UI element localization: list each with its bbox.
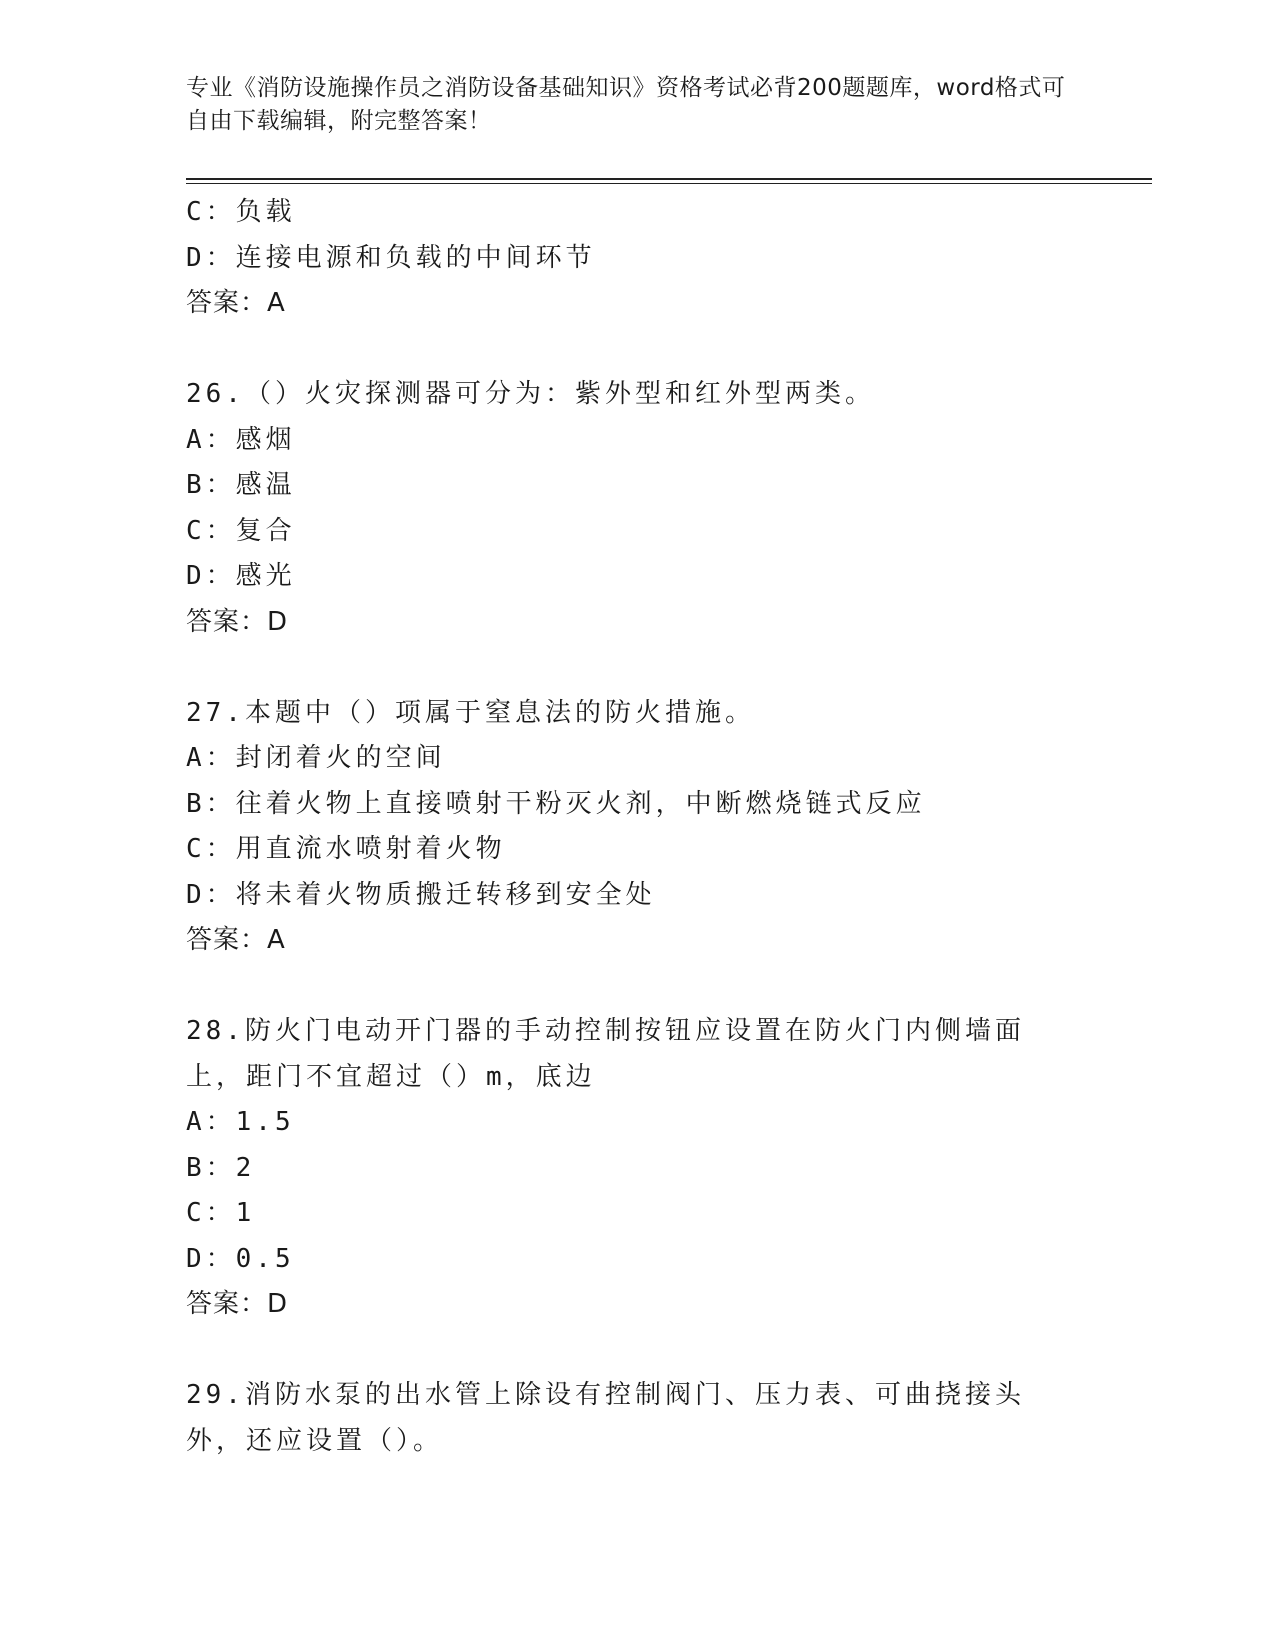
question-28	[186, 1009, 1066, 1328]
answer: 答案：D	[186, 606, 289, 637]
option-c: C：1	[186, 1198, 256, 1228]
question-29	[186, 1373, 1066, 1464]
option-a: A：感烟	[186, 424, 296, 455]
option-d: D：0.5	[186, 1243, 295, 1274]
question-stem: 29.消防水泵的出水管上除设有控制阀门、压力表、可曲挠接头外，还应设置（）。	[186, 1380, 1025, 1456]
option-d: D：连接电源和负载的中间环节	[186, 242, 596, 273]
question-25-continued	[186, 190, 1066, 327]
document-header: 专业《消防设施操作员之消防设备基础知识》资格考试必背200题题库，word格式可自由下载编辑，附完整答案！	[186, 75, 1066, 134]
question-list	[186, 190, 1066, 1464]
question-26	[186, 372, 1066, 645]
answer: 答案：A	[186, 288, 286, 318]
question-stem: 27.本题中（）项属于窒息法的防火措施。	[186, 697, 755, 728]
answer: 答案：A	[186, 925, 286, 955]
option-b: B：感温	[186, 470, 296, 500]
option-c: C：用直流水喷射着火物	[186, 834, 506, 864]
option-b: B：2	[186, 1152, 256, 1183]
option-a: A：封闭着火的空间	[186, 743, 446, 773]
option-a: A：1.5	[186, 1107, 295, 1137]
header-divider-thick	[186, 178, 1152, 180]
option-b: B：往着火物上直接喷射干粉灭火剂，中断燃烧链式反应	[186, 788, 926, 819]
option-c: C：复合	[186, 515, 296, 546]
question-27	[186, 691, 1066, 964]
question-stem: 28.防火门电动开门器的手动控制按钮应设置在防火门内侧墙面上，距门不宜超过（）m，底边	[186, 1016, 1025, 1092]
option-c: C：负载	[186, 197, 296, 227]
option-d: D：感光	[186, 561, 296, 591]
question-stem: 26.（）火灾探测器可分为：紫外型和红外型两类。	[186, 379, 875, 409]
answer: 答案：D	[186, 1289, 289, 1319]
option-d: D：将未着火物质搬迁转移到安全处	[186, 879, 656, 910]
header-divider-thin	[186, 183, 1152, 184]
